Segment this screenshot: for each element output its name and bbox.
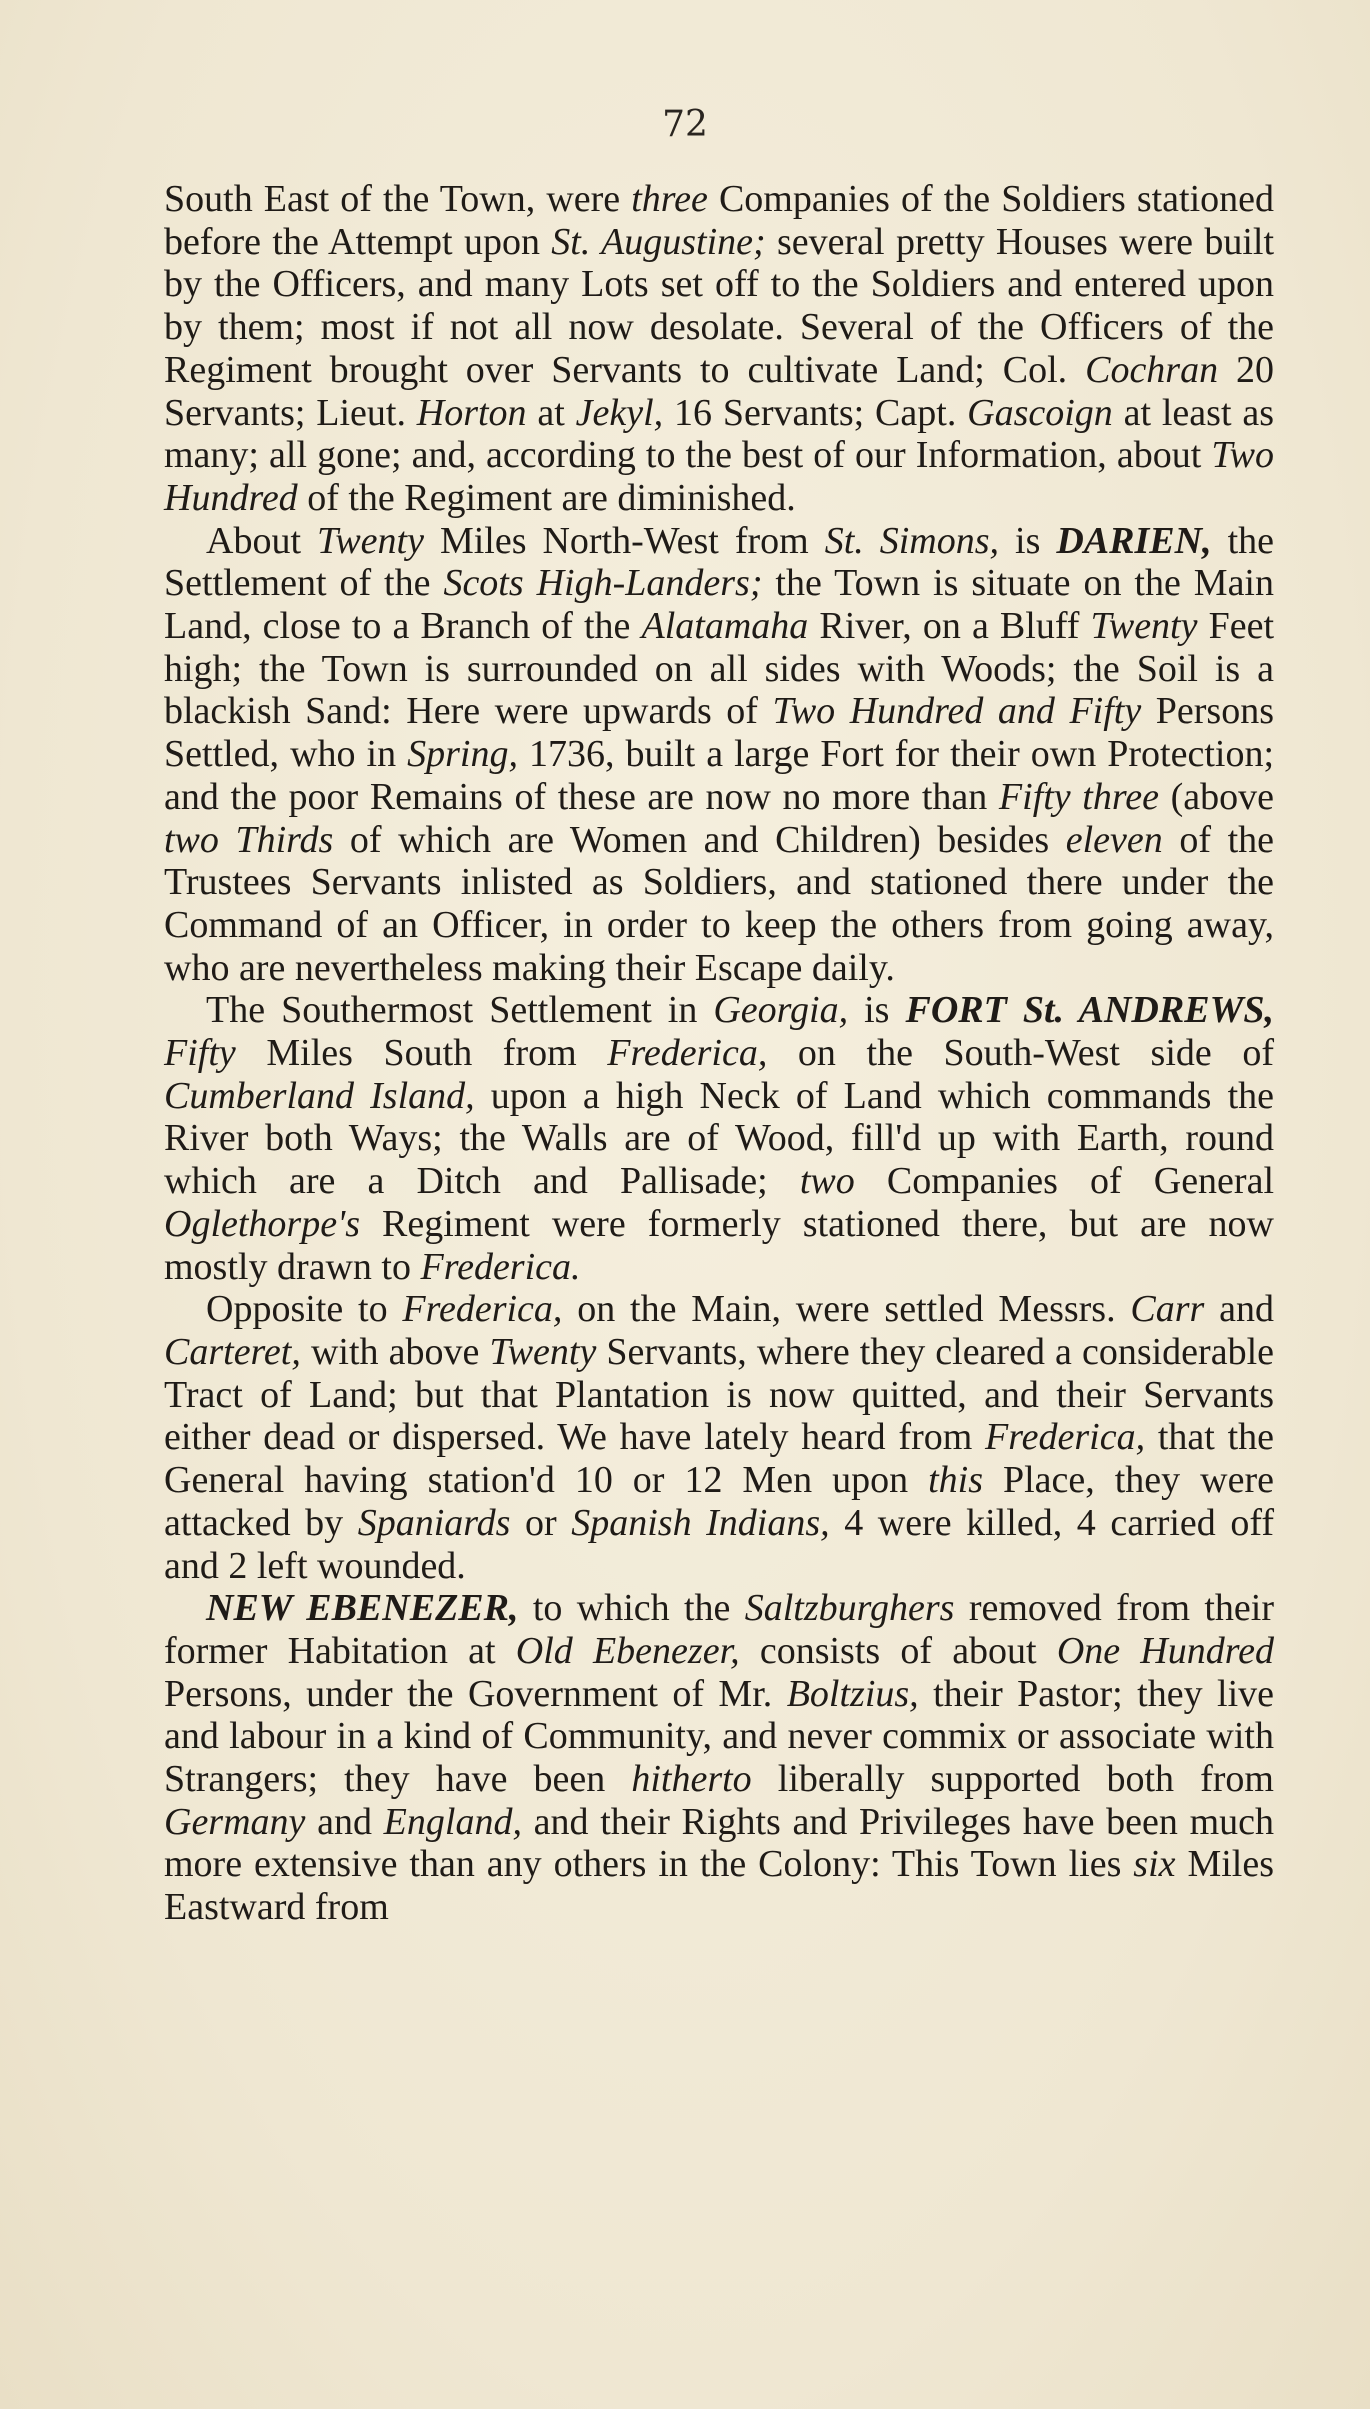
emphasized-text: Oglethorpe's xyxy=(164,1202,360,1245)
emphasized-text: England, xyxy=(383,1800,522,1843)
text-run: Companies of General xyxy=(854,1160,1274,1203)
body-text xyxy=(164,178,1274,1929)
emphasized-text: Cochran xyxy=(1085,348,1219,391)
emphasized-text: Scots High-Landers; xyxy=(443,562,763,605)
emphasized-text: two Thirds xyxy=(164,818,334,861)
emphasized-text: Frederica, xyxy=(402,1288,563,1331)
emphasized-text: Germany xyxy=(164,1800,306,1843)
text-run: is xyxy=(999,519,1057,562)
text-run: Persons, under the Government of Mr. xyxy=(164,1672,787,1715)
text-run: and their Rights and Privileges have been much more extensive than any others in the Colony: This Town lies xyxy=(164,1800,1274,1886)
text-run: (above xyxy=(1158,775,1275,818)
emphasized-text: this xyxy=(928,1459,983,1502)
text-run: 20 Servants; Lieut. xyxy=(164,348,1275,434)
emphasized-text: Spaniards xyxy=(357,1501,511,1544)
text-run: and xyxy=(305,1800,384,1843)
page-number: 72 xyxy=(662,104,708,145)
emphasized-text: FORT St. ANDREWS, xyxy=(905,989,1274,1032)
text-run: 1736, built a large Fort for their own Protection; and the poor Remains of these are now no more than xyxy=(164,733,1274,818)
text-run: the Settlement of the xyxy=(164,519,1274,605)
text-run: Miles South from xyxy=(235,1032,608,1075)
text-run: Feet high; the Town is surrounded on all sides with Woods; the Soil is a blackish Sand: Here were upwards of xyxy=(164,605,1274,733)
emphasized-text: Twenty xyxy=(1090,605,1198,648)
text-run: liberally supported both from xyxy=(751,1758,1274,1801)
text-run: Regiment were formerly stationed there, but are now mostly drawn to xyxy=(164,1202,1274,1288)
emphasized-text: Two Hundred xyxy=(164,434,1274,519)
emphasized-text: Jekyl, xyxy=(575,391,664,434)
text-run: About xyxy=(206,519,317,562)
emphasized-text: Old Ebenezer, xyxy=(515,1629,740,1672)
emphasized-text: Boltzius, xyxy=(786,1672,919,1715)
text-run: Persons Settled, who in xyxy=(164,690,1274,776)
text-run: at xyxy=(526,391,576,434)
text-run: South East of the Town, were xyxy=(164,178,632,220)
text-run: The Southermost Settlement in xyxy=(206,989,714,1032)
text-run: their Pastor; they live and labour in a kind of Community, and never commix or associate with Strangers; they have been xyxy=(164,1672,1274,1801)
paragraph xyxy=(164,520,1274,990)
emphasized-text: Frederica. xyxy=(420,1245,581,1288)
emphasized-text: Twenty xyxy=(489,1330,597,1373)
emphasized-text: Gascoign xyxy=(967,391,1113,434)
emphasized-text: One Hundred xyxy=(1056,1629,1274,1672)
emphasized-text: St. Augustine; xyxy=(551,220,766,263)
text-run: Opposite to xyxy=(206,1288,403,1331)
emphasized-text: Georgia, xyxy=(713,989,849,1032)
emphasized-text: Spanish Indians, xyxy=(571,1501,830,1544)
text-run: and xyxy=(1204,1288,1274,1331)
paragraph xyxy=(164,989,1274,1288)
emphasized-text: Frederica, xyxy=(607,1032,768,1075)
emphasized-text: Carr xyxy=(1130,1288,1205,1331)
text-run: is xyxy=(848,989,906,1032)
text-run: at least as many; all gone; and, according to the best of our Information, about xyxy=(164,391,1274,477)
text-run: with above xyxy=(300,1330,490,1373)
emphasized-text: hitherto xyxy=(631,1758,752,1801)
text-run: Place, they were attacked by xyxy=(164,1459,1274,1544)
emphasized-text: NEW EBENEZER, xyxy=(206,1587,519,1630)
text-run: of the Regiment are diminished. xyxy=(297,476,796,519)
text-run: or xyxy=(510,1501,572,1544)
emphasized-text: two xyxy=(799,1160,855,1203)
emphasized-text: DARIEN, xyxy=(1056,519,1212,562)
emphasized-text: three xyxy=(631,178,708,220)
emphasized-text: Fifty three xyxy=(998,775,1159,818)
emphasized-text: Spring, xyxy=(407,733,518,776)
text-run: Servants, where they cleared a considerable Tract of Land; but that Plantation is now quitted, and their Servants either dead or dispersed. We have lately heard from xyxy=(164,1330,1274,1459)
text-run: on the Main, were settled Messrs. xyxy=(562,1288,1131,1331)
text-run: upon a high Neck of Land which commands the River both Ways; the Walls are of Wood, fill'd up with Earth, round which are a Ditch and Pallisade; xyxy=(164,1074,1274,1203)
emphasized-text: Saltzburghers xyxy=(744,1587,955,1630)
text-run: to which the xyxy=(518,1587,745,1630)
emphasized-text: eleven xyxy=(1065,818,1163,861)
emphasized-text: St. Simons, xyxy=(824,519,1000,562)
emphasized-text: Cumberland Island, xyxy=(164,1074,475,1117)
text-run: of which are Women and Children) besides xyxy=(333,818,1066,861)
text-run: on the South-West side of xyxy=(767,1032,1274,1075)
text-run: consists of about xyxy=(739,1629,1057,1672)
emphasized-text: Twenty xyxy=(317,519,424,562)
text-run: 16 Servants; Capt. xyxy=(663,391,968,434)
emphasized-text: Two Hundred and Fifty xyxy=(772,690,1142,733)
emphasized-text: Fifty xyxy=(164,1032,236,1075)
text-run: that the General having station'd 10 or 12 Men upon xyxy=(164,1416,1274,1502)
emphasized-text: Frederica, xyxy=(985,1416,1146,1459)
text-run: Companies of the Soldiers stationed before the Attempt upon xyxy=(164,178,1275,263)
paragraph xyxy=(164,178,1274,520)
emphasized-text: Horton xyxy=(416,391,527,434)
text-run: removed from their former Habitation at xyxy=(164,1587,1274,1672)
paragraph xyxy=(164,1288,1274,1587)
emphasized-text: Alatamaha xyxy=(641,605,809,648)
text-run: Miles North-West from xyxy=(423,519,825,562)
emphasized-text: Carteret, xyxy=(164,1330,301,1373)
text-run: several pretty Houses were built by the Officers, and many Lots set off to the Soldiers and entered upon by them; most if not all now desolate. Several of the Officers of the Regiment brought over Servants to cultivate Land; Col. xyxy=(164,220,1274,391)
paragraph xyxy=(164,1587,1274,1929)
text-run: of the Trustees Servants inlisted as Soldiers, and stationed there under the Command of an Officer, in order to keep the others from going away, who are nevertheless making their Escape daily. xyxy=(164,818,1275,989)
text-run: Miles Eastward from xyxy=(164,1843,1274,1929)
emphasized-text: six xyxy=(1133,1843,1176,1886)
text-run: the Town is situate on the Main Land, close to a Branch of the xyxy=(164,562,1274,648)
text-run: 4 were killed, 4 carried off and 2 left wounded. xyxy=(164,1501,1274,1587)
text-run: River, on a Bluff xyxy=(808,605,1091,648)
